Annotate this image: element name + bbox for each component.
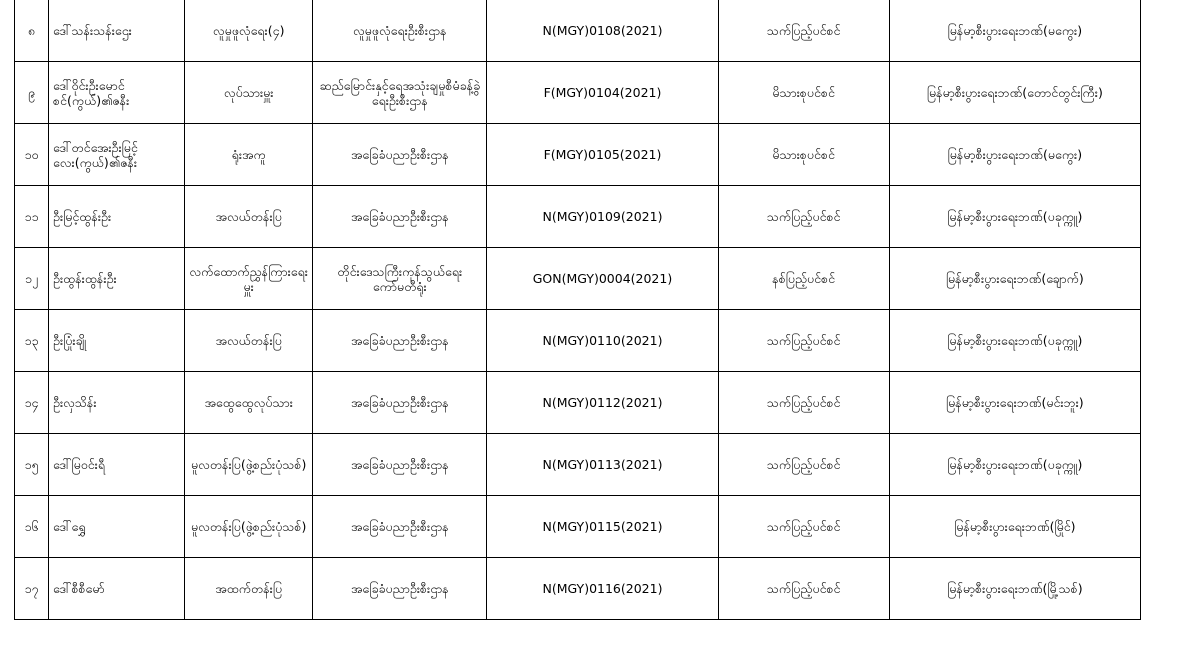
table-row: [15, 0, 1141, 62]
name-cell: ဒေါ်ရွှေ: [49, 496, 185, 558]
occupation-cell: အလယ်တန်းပြ: [185, 310, 313, 372]
pension-table: [14, 0, 1141, 620]
license-number-cell: N(MGY)0108(2021): [487, 0, 718, 62]
row-number-cell: ၁၇: [15, 558, 49, 620]
bank-branch-cell: မြန်မာ့စီးပွားရေးဘဏ်(ပခုက္ကူ): [889, 310, 1140, 372]
occupation-cell: ရုံးအကူ: [185, 124, 313, 186]
row-number-cell: ၁၀: [15, 124, 49, 186]
row-number-cell: ၁၆: [15, 496, 49, 558]
row-number-cell: ၁၁: [15, 186, 49, 248]
row-number-cell: ၉: [15, 62, 49, 124]
bank-branch-cell: မြန်မာ့စီးပွားရေးဘဏ်(တောင်တွင်းကြီး): [889, 62, 1140, 124]
bank-branch-cell: မြန်မာ့စီးပွားရေးဘဏ်(မင်းဘူး): [889, 372, 1140, 434]
name-cell: ဒေါ်သန်းသန်းဌေး: [49, 0, 185, 62]
bank-branch-cell: မြန်မာ့စီးပွားရေးဘဏ်(ပခုက္ကူ): [889, 434, 1140, 496]
row-number-cell: ၁၅: [15, 434, 49, 496]
department-cell: အခြေခံပညာဦးစီးဌာန: [313, 558, 487, 620]
bank-branch-cell: မြန်မာ့စီးပွားရေးဘဏ်(မကွေး): [889, 0, 1140, 62]
table-row: [15, 372, 1141, 434]
occupation-cell: လုပ်သားမှူး: [185, 62, 313, 124]
table-row: [15, 310, 1141, 372]
table-row: [15, 496, 1141, 558]
department-cell: ဆည်မြောင်းနှင့်ရေအသုံးချမှုစီမံခန့်ခွဲရေးဦးစီးဌာန: [313, 62, 487, 124]
occupation-cell: လက်ထောက်ညွှန်ကြားရေးမှူး: [185, 248, 313, 310]
department-cell: အခြေခံပညာဦးစီးဌာန: [313, 372, 487, 434]
table-row: [15, 558, 1141, 620]
table-row: [15, 124, 1141, 186]
pension-type-cell: သက်ပြည့်ပင်စင်: [718, 186, 889, 248]
department-cell: တိုင်းဒေသကြီးကုန်သွယ်ရေးကော်မတီရုံး: [313, 248, 487, 310]
row-number-cell: ၁၄: [15, 372, 49, 434]
row-number-cell: ၁၂: [15, 248, 49, 310]
department-cell: လူမှုဖူလုံရေးဦးစီးဌာန: [313, 0, 487, 62]
table-row: [15, 186, 1141, 248]
row-number-cell: ၈: [15, 0, 49, 62]
occupation-cell: မူလတန်းပြ(ဖွဲ့စည်းပုံသစ်): [185, 496, 313, 558]
name-cell: ဦးလှသိန်း: [49, 372, 185, 434]
bank-branch-cell: မြန်မာ့စီးပွားရေးဘဏ်(ပခုက္ကူ): [889, 186, 1140, 248]
name-cell: ဦးမြင့်ထွန်းဦး: [49, 186, 185, 248]
occupation-cell: လူမှုဖူလုံရေး(၄): [185, 0, 313, 62]
license-number-cell: N(MGY)0115(2021): [487, 496, 718, 558]
pension-table-sheet: [14, 0, 1141, 620]
license-number-cell: GON(MGY)0004(2021): [487, 248, 718, 310]
bank-branch-cell: မြန်မာ့စီးပွားရေးဘဏ်(ချောက်): [889, 248, 1140, 310]
name-cell: ဒေါ်တင်အေးဦးမြင့်လေး(ကွယ်)၏ဇနီး: [49, 124, 185, 186]
name-cell: ဒေါ်ဝိုင်းဦးမောင်စင်(ကွယ်)၏ဇနီး: [49, 62, 185, 124]
license-number-cell: N(MGY)0112(2021): [487, 372, 718, 434]
department-cell: အခြေခံပညာဦးစီးဌာန: [313, 496, 487, 558]
department-cell: အခြေခံပညာဦးစီးဌာန: [313, 186, 487, 248]
pension-type-cell: သက်ပြည့်ပင်စင်: [718, 0, 889, 62]
pension-type-cell: သက်ပြည့်ပင်စင်: [718, 434, 889, 496]
occupation-cell: မူလတန်းပြ(ဖွဲ့စည်းပုံသစ်): [185, 434, 313, 496]
name-cell: ဒေါ်စီစီမော်: [49, 558, 185, 620]
pension-type-cell: မိသားစုပင်စင်: [718, 124, 889, 186]
pension-type-cell: သက်ပြည့်ပင်စင်: [718, 310, 889, 372]
license-number-cell: N(MGY)0109(2021): [487, 186, 718, 248]
name-cell: ဦးထွန်းထွန်းဦး: [49, 248, 185, 310]
pension-type-cell: သက်ပြည့်ပင်စင်: [718, 558, 889, 620]
table-row: [15, 248, 1141, 310]
pension-type-cell: သက်ပြည့်ပင်စင်: [718, 496, 889, 558]
department-cell: အခြေခံပညာဦးစီးဌာန: [313, 434, 487, 496]
license-number-cell: N(MGY)0110(2021): [487, 310, 718, 372]
pension-type-cell: မိသားစုပင်စင်: [718, 62, 889, 124]
occupation-cell: အထက်တန်းပြ: [185, 558, 313, 620]
license-number-cell: F(MGY)0105(2021): [487, 124, 718, 186]
row-number-cell: ၁၃: [15, 310, 49, 372]
bank-branch-cell: မြန်မာ့စီးပွားရေးဘဏ်(မြို့သစ်): [889, 558, 1140, 620]
department-cell: အခြေခံပညာဦးစီးဌာန: [313, 310, 487, 372]
name-cell: ဦးပြုံးချို: [49, 310, 185, 372]
license-number-cell: N(MGY)0116(2021): [487, 558, 718, 620]
occupation-cell: အထွေထွေလုပ်သား: [185, 372, 313, 434]
name-cell: ဒေါ်မြဝင်းရီ: [49, 434, 185, 496]
bank-branch-cell: မြန်မာ့စီးပွားရေးဘဏ်(မကွေး): [889, 124, 1140, 186]
pension-type-cell: သက်ပြည့်ပင်စင်: [718, 372, 889, 434]
table-row: [15, 434, 1141, 496]
pension-type-cell: နစ်ပြည့်ပင်စင်: [718, 248, 889, 310]
table-row: [15, 62, 1141, 124]
bank-branch-cell: မြန်မာ့စီးပွားရေးဘဏ်(မြိုင်): [889, 496, 1140, 558]
table-body: [15, 0, 1141, 620]
license-number-cell: F(MGY)0104(2021): [487, 62, 718, 124]
license-number-cell: N(MGY)0113(2021): [487, 434, 718, 496]
occupation-cell: အလယ်တန်းပြ: [185, 186, 313, 248]
department-cell: အခြေခံပညာဦးစီးဌာန: [313, 124, 487, 186]
